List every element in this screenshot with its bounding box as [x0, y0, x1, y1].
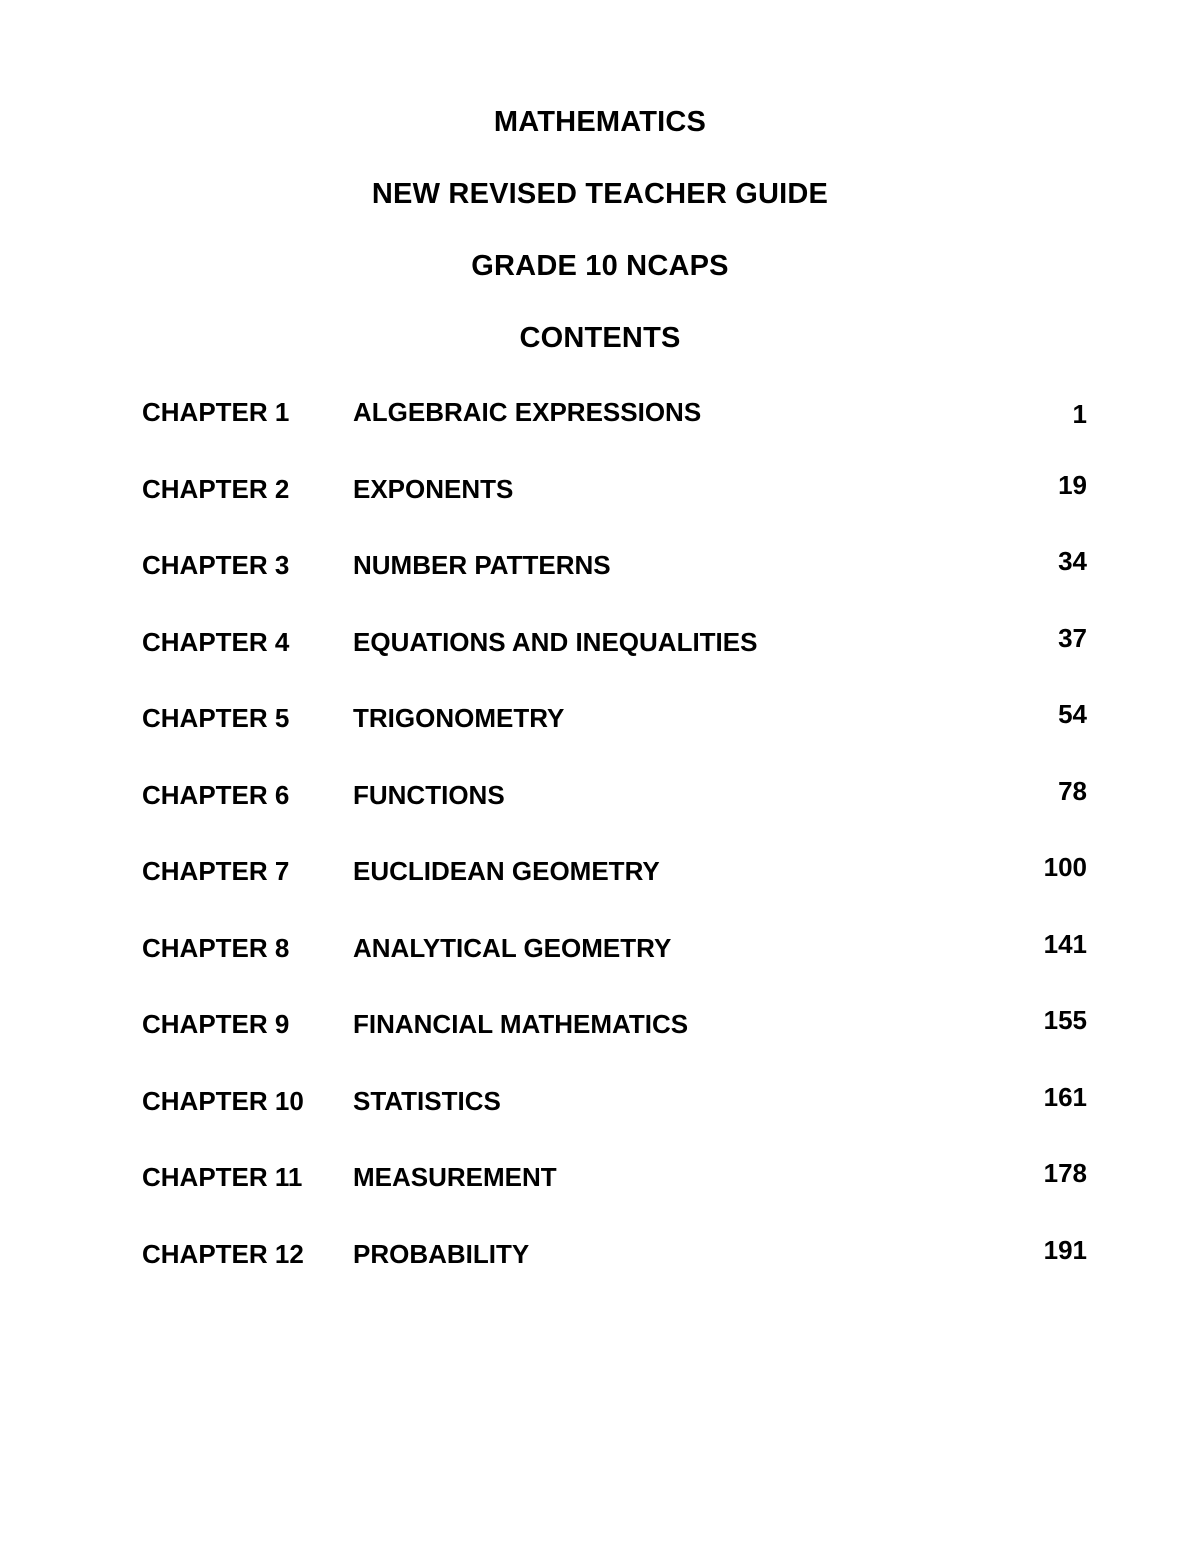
toc-page-number: 78	[1058, 775, 1087, 806]
toc-page-number: 19	[1058, 469, 1087, 500]
toc-chapter-number: CHAPTER 2	[142, 473, 290, 504]
toc-row	[0, 392, 1200, 469]
toc-chapter-title: MEASUREMENT	[353, 1162, 557, 1192]
toc-chapter-title: EQUATIONS AND INEQUALITIES	[353, 626, 758, 657]
toc-row	[0, 1157, 1200, 1234]
toc-chapter-number: CHAPTER 8	[142, 932, 290, 963]
toc-chapter-title: ANALYTICAL GEOMETRY	[353, 932, 672, 963]
toc-chapter-number: CHAPTER 4	[142, 626, 290, 657]
toc-chapter-title: STATISTICS	[353, 1085, 501, 1116]
toc-chapter-title: ALGEBRAIC EXPRESSIONS	[353, 397, 702, 427]
toc-chapter-number: CHAPTER 11	[142, 1162, 303, 1192]
toc-row	[0, 1234, 1200, 1311]
toc-chapter-title: FINANCIAL MATHEMATICS	[353, 1009, 689, 1039]
toc-chapter-title: EUCLIDEAN GEOMETRY	[353, 856, 660, 886]
toc-row	[0, 622, 1200, 699]
toc-row	[0, 545, 1200, 622]
toc-row	[0, 928, 1200, 1005]
toc-page-number: 191	[1043, 1234, 1087, 1265]
toc-chapter-number: CHAPTER 6	[142, 779, 290, 810]
toc-page-number: 155	[1043, 1005, 1087, 1035]
toc-row	[0, 698, 1200, 775]
toc-chapter-title: NUMBER PATTERNS	[353, 550, 611, 580]
toc-chapter-number: CHAPTER 10	[142, 1085, 304, 1116]
toc-chapter-title: PROBABILITY	[353, 1238, 530, 1269]
toc-page-number: 100	[1043, 852, 1087, 882]
toc-chapter-number: CHAPTER 3	[142, 550, 290, 580]
grade-heading: GRADE 10 NCAPS	[471, 250, 729, 282]
toc-row	[0, 851, 1200, 928]
contents-heading: CONTENTS	[519, 322, 681, 354]
toc-page-number: 161	[1043, 1081, 1087, 1112]
table-of-contents	[0, 392, 1200, 1310]
toc-chapter-title: EXPONENTS	[353, 473, 514, 504]
toc-page-number: 141	[1043, 928, 1087, 959]
toc-chapter-number: CHAPTER 7	[142, 856, 290, 886]
toc-chapter-title: FUNCTIONS	[353, 779, 505, 810]
toc-chapter-number: CHAPTER 9	[142, 1009, 290, 1039]
toc-chapter-title: TRIGONOMETRY	[353, 703, 565, 733]
toc-chapter-number: CHAPTER 1	[142, 397, 290, 427]
document-title: NEW REVISED TEACHER GUIDE	[371, 178, 829, 210]
toc-page-number: 54	[1058, 699, 1087, 729]
toc-page-number: 34	[1058, 546, 1087, 576]
toc-row	[0, 1081, 1200, 1158]
toc-page-number: 37	[1058, 622, 1087, 653]
toc-chapter-number: CHAPTER 12	[142, 1238, 304, 1269]
toc-chapter-number: CHAPTER 5	[142, 703, 290, 733]
toc-row	[0, 469, 1200, 546]
toc-row	[0, 1004, 1200, 1081]
toc-page-number: 1	[1072, 399, 1087, 429]
toc-row	[0, 775, 1200, 852]
subject-heading: MATHEMATICS	[493, 106, 707, 138]
toc-page-number: 178	[1043, 1158, 1087, 1188]
